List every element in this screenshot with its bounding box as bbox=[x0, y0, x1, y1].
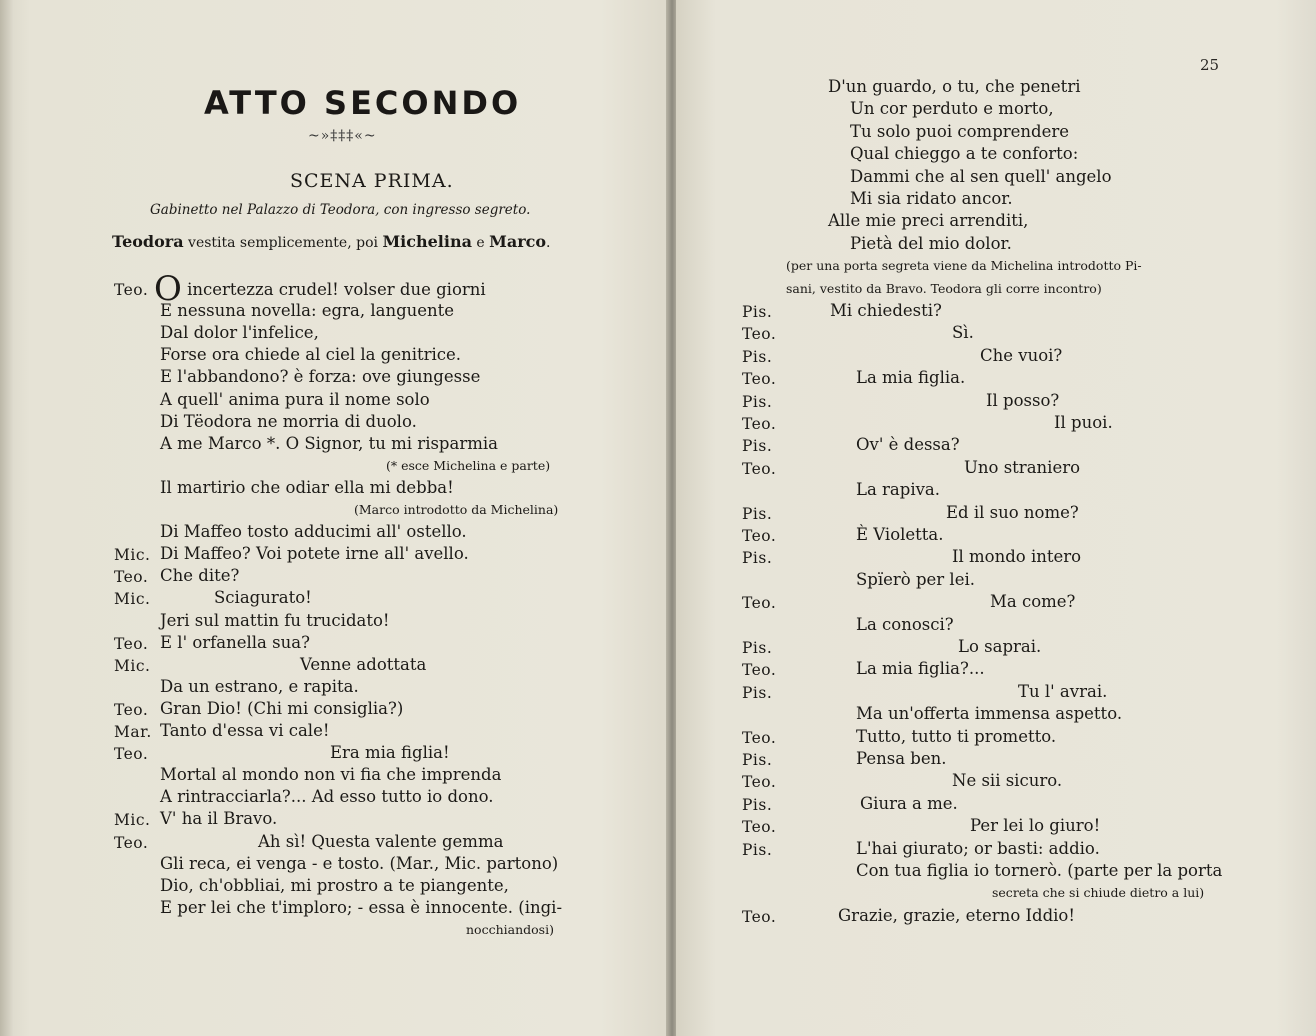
verse-line bbox=[154, 269, 486, 309]
speaker-label: Mic. bbox=[114, 656, 151, 675]
line-text: Pietà del mio dolor. bbox=[850, 233, 1012, 253]
line-text: A quell' anima pura il nome solo bbox=[160, 389, 430, 409]
verse-line bbox=[946, 502, 1079, 524]
line-text: Lo saprai. bbox=[958, 637, 1042, 656]
verse-line bbox=[1018, 681, 1107, 703]
verse-line bbox=[958, 636, 1041, 658]
speaker-label: Mic. bbox=[114, 811, 151, 830]
speaker-label: Teo. bbox=[114, 568, 149, 587]
page-stack-edge bbox=[0, 0, 14, 1036]
line-text: Di Maffeo tosto adducimi all' ostello. bbox=[160, 522, 467, 542]
verse-line bbox=[856, 479, 940, 501]
speaker-label: Teo. bbox=[742, 415, 777, 433]
line-text: Giura a me. bbox=[860, 793, 958, 813]
speaker-label: Pis. bbox=[742, 683, 773, 702]
verse-line bbox=[970, 815, 1100, 837]
verse-line bbox=[160, 808, 277, 830]
verse-line bbox=[860, 793, 958, 815]
verse-line bbox=[160, 366, 480, 388]
verse-line bbox=[160, 300, 454, 322]
drop-initial: O bbox=[154, 269, 182, 309]
line-text: Alle mie preci arrenditi, bbox=[828, 211, 1029, 231]
speaker-label: Teo. bbox=[742, 459, 777, 478]
speaker-label: Pis. bbox=[742, 639, 773, 657]
line-text: Dal dolor l'infelice, bbox=[160, 323, 319, 343]
scene-title: SCENA PRIMA. bbox=[290, 170, 454, 192]
speaker-label: Teo. bbox=[114, 281, 149, 299]
line-text: Dammi che al sen quell' angelo bbox=[850, 166, 1112, 186]
verse-line bbox=[856, 726, 1056, 748]
speaker-label: Pis. bbox=[742, 549, 773, 568]
line-text: Mortal al mondo non vi fia che imprenda bbox=[160, 765, 502, 785]
verse-line bbox=[160, 875, 509, 897]
line-text: Ed il suo nome? bbox=[946, 502, 1079, 522]
stage-direction bbox=[992, 882, 1204, 904]
line-text: Forse ora chiede al ciel la genitrice. bbox=[160, 345, 462, 365]
speaker-label: Teo. bbox=[114, 700, 149, 719]
line-text: Il puoi. bbox=[1054, 413, 1113, 432]
line-text: Mi sia ridato ancor. bbox=[850, 189, 1013, 208]
verse-line bbox=[160, 610, 390, 632]
verse-line bbox=[214, 587, 312, 609]
verse-line bbox=[952, 770, 1062, 792]
line-text: Gli reca, ei venga - e tosto. (Mar., Mic. partono) bbox=[160, 853, 559, 873]
speaker-label: Pis. bbox=[742, 437, 773, 456]
verse-line bbox=[990, 591, 1075, 613]
character-name: Michelina bbox=[382, 232, 472, 251]
character-connector: e bbox=[471, 235, 490, 251]
line-text: Venne adottata bbox=[300, 654, 427, 674]
line-text: Ah sì! Questa valente gemma bbox=[258, 831, 504, 851]
verse-line bbox=[856, 703, 1122, 725]
line-text: Di Maffeo? Voi potete irne all' avello. bbox=[160, 544, 469, 564]
line-text: Il martirio che odiar ella mi debba! bbox=[160, 477, 454, 497]
line-text: Spïerò per lei. bbox=[856, 569, 975, 589]
line-text: incertezza crudel! volser due giorni bbox=[181, 280, 486, 299]
verse-line bbox=[856, 860, 1222, 882]
line-text: Tanto d'essa vi cale! bbox=[160, 721, 330, 740]
act-title: ATTO SECONDO bbox=[204, 84, 522, 122]
line-text: Il mondo intero bbox=[952, 547, 1082, 567]
verse-line bbox=[850, 233, 1012, 255]
verse-line bbox=[160, 720, 329, 742]
line-text: È Violetta. bbox=[856, 525, 944, 544]
verse-line bbox=[856, 569, 975, 591]
stage-direction bbox=[386, 455, 550, 477]
line-text: Jeri sul mattin fu trucidato! bbox=[160, 610, 390, 630]
speaker-label: Pis. bbox=[742, 840, 773, 859]
line-text: Pensa ben. bbox=[856, 749, 947, 768]
line-text: E nessuna novella: egra, languente bbox=[160, 301, 455, 321]
character-connector: . bbox=[546, 235, 551, 251]
verse-line bbox=[850, 143, 1078, 165]
character-connector: vestita semplicemente, poi bbox=[183, 235, 383, 251]
verse-line bbox=[160, 565, 239, 587]
speaker-label: Mic. bbox=[114, 590, 151, 609]
line-text: La mia figlia?... bbox=[856, 659, 985, 679]
line-text: (* esce Michelina e parte) bbox=[386, 457, 551, 473]
line-text: La rapiva. bbox=[856, 480, 941, 500]
line-text: Da un estrano, e rapita. bbox=[160, 676, 359, 696]
line-text: Per lei lo giuro! bbox=[970, 816, 1101, 836]
character-list bbox=[112, 232, 551, 251]
verse-line bbox=[964, 457, 1080, 479]
line-text: E l'abbandono? è forza: ove giungesse bbox=[160, 367, 481, 387]
speaker-label: Pis. bbox=[742, 751, 773, 769]
stage-setting: Gabinetto nel Palazzo di Teodora, con ingresso segreto. bbox=[150, 202, 531, 218]
verse-line bbox=[160, 389, 430, 411]
verse-line bbox=[160, 676, 359, 698]
line-text: Ov' è dessa? bbox=[856, 435, 960, 455]
verse-line bbox=[330, 742, 450, 764]
verse-line bbox=[160, 897, 562, 919]
verse-line bbox=[160, 477, 454, 499]
speaker-label: Teo. bbox=[742, 661, 777, 680]
speaker-label: Pis. bbox=[742, 392, 773, 411]
line-text: E per lei che t'imploro; - essa è innocente. (ingi- bbox=[160, 897, 563, 917]
verse-line bbox=[856, 658, 985, 680]
verse-line bbox=[160, 853, 558, 875]
verse-line bbox=[850, 166, 1112, 188]
line-text: Che dite? bbox=[160, 566, 240, 586]
stage-direction bbox=[786, 278, 1102, 300]
speaker-label: Teo. bbox=[742, 527, 777, 545]
line-text: A me Marco *. O Signor, tu mi risparmia bbox=[160, 433, 498, 453]
speaker-label: Pis. bbox=[742, 795, 773, 814]
speaker-label: Teo. bbox=[742, 818, 777, 837]
speaker-label: Teo. bbox=[114, 833, 149, 852]
verse-line bbox=[160, 433, 498, 455]
verse-line bbox=[856, 434, 960, 456]
line-text: Tutto, tutto ti prometto. bbox=[856, 726, 1057, 746]
verse-line bbox=[160, 521, 467, 543]
line-text: nocchiandosi) bbox=[466, 921, 554, 937]
verse-line bbox=[830, 300, 942, 322]
line-text: Sciagurato! bbox=[214, 588, 312, 608]
line-text: L'hai giurato; or basti: addio. bbox=[856, 838, 1100, 858]
verse-line bbox=[980, 345, 1062, 367]
stage-direction bbox=[354, 499, 558, 521]
line-text: La conosci? bbox=[856, 614, 954, 634]
line-text: sani, vestito da Bravo. Teodora gli corre incontro) bbox=[786, 280, 1102, 296]
verse-line bbox=[1054, 412, 1113, 434]
verse-line bbox=[160, 764, 501, 786]
line-text: Che vuoi? bbox=[980, 345, 1063, 365]
verse-line bbox=[258, 831, 503, 853]
stage-direction bbox=[466, 919, 554, 941]
verse-line bbox=[856, 748, 947, 770]
verse-line bbox=[856, 367, 965, 389]
line-text: Dio, ch'obbliai, mi prostro a te piangente, bbox=[160, 875, 509, 895]
line-text: Sì. bbox=[952, 323, 974, 343]
speaker-label: Pis. bbox=[742, 347, 773, 366]
line-text: Era mia figlia! bbox=[330, 743, 450, 763]
line-text: Qual chieggo a te conforto: bbox=[850, 144, 1079, 164]
ornament-divider: ~»‡‡‡«~ bbox=[308, 128, 377, 144]
verse-line bbox=[160, 411, 417, 433]
verse-line bbox=[160, 322, 319, 344]
verse-line bbox=[850, 188, 1013, 210]
verse-line bbox=[160, 786, 494, 808]
verse-line bbox=[828, 210, 1028, 232]
speaker-label: Teo. bbox=[742, 907, 777, 926]
line-text: Di Tëodora ne morria di duolo. bbox=[160, 411, 417, 431]
verse-line bbox=[828, 76, 1080, 98]
verse-line bbox=[856, 838, 1100, 860]
right-page bbox=[676, 0, 1316, 1036]
line-text: Un cor perduto e morto, bbox=[850, 99, 1054, 119]
speaker-label: Teo. bbox=[742, 370, 777, 389]
line-text: A rintracciarla?... Ad esso tutto io dono. bbox=[160, 787, 494, 807]
line-text: Uno straniero bbox=[964, 457, 1081, 477]
speaker-label: Pis. bbox=[742, 303, 773, 321]
verse-line bbox=[856, 614, 954, 636]
verse-line bbox=[300, 654, 426, 676]
verse-line bbox=[160, 632, 310, 654]
speaker-label: Mic. bbox=[114, 546, 151, 565]
stage-direction bbox=[786, 255, 1142, 277]
verse-line bbox=[986, 390, 1059, 412]
verse-line bbox=[850, 121, 1069, 143]
speaker-label: Teo. bbox=[742, 773, 777, 792]
verse-line bbox=[952, 546, 1081, 568]
line-text: secreta che si chiude dietro a lui) bbox=[992, 885, 1205, 901]
speaker-label: Pis. bbox=[742, 504, 773, 523]
verse-line bbox=[160, 698, 403, 720]
line-text: La mia figlia. bbox=[856, 368, 966, 388]
line-text: Tu solo puoi comprendere bbox=[850, 121, 1070, 141]
verse-line bbox=[160, 543, 469, 565]
speaker-label: Teo. bbox=[114, 745, 149, 764]
line-text: (per una porta segreta viene da Michelina introdotto Pi- bbox=[786, 258, 1142, 274]
speaker-label: Teo. bbox=[742, 325, 777, 344]
verse-line bbox=[838, 905, 1075, 927]
line-text: Mi chiedesti? bbox=[830, 301, 942, 320]
line-text: (Marco introdotto da Michelina) bbox=[354, 502, 559, 517]
line-text: Grazie, grazie, eterno Iddio! bbox=[838, 905, 1075, 925]
verse-line bbox=[952, 322, 974, 344]
character-name: Marco bbox=[489, 232, 547, 251]
line-text: Ne sii sicuro. bbox=[952, 771, 1063, 791]
verse-line bbox=[856, 524, 944, 546]
line-text: V' ha il Bravo. bbox=[160, 809, 278, 829]
line-text: Gran Dio! (Chi mi consiglia?) bbox=[160, 698, 404, 718]
verse-line bbox=[850, 98, 1054, 120]
line-text: Con tua figlia io tornerò. (parte per la porta bbox=[856, 861, 1223, 880]
line-text: E l' orfanella sua? bbox=[160, 632, 310, 652]
character-name: Teodora bbox=[112, 232, 184, 251]
line-text: Il posso? bbox=[986, 390, 1060, 410]
page-number: 25 bbox=[1200, 56, 1220, 74]
speaker-label: Teo. bbox=[742, 594, 777, 613]
line-text: Ma come? bbox=[990, 592, 1076, 612]
speaker-label: Teo. bbox=[114, 634, 149, 653]
speaker-label: Teo. bbox=[742, 728, 777, 747]
line-text: Ma un'offerta immensa aspetto. bbox=[856, 704, 1123, 724]
speaker-label: Mar. bbox=[114, 723, 152, 741]
line-text: D'un guardo, o tu, che penetri bbox=[828, 77, 1081, 96]
verse-line bbox=[160, 344, 461, 366]
line-text: Tu l' avrai. bbox=[1018, 681, 1108, 701]
